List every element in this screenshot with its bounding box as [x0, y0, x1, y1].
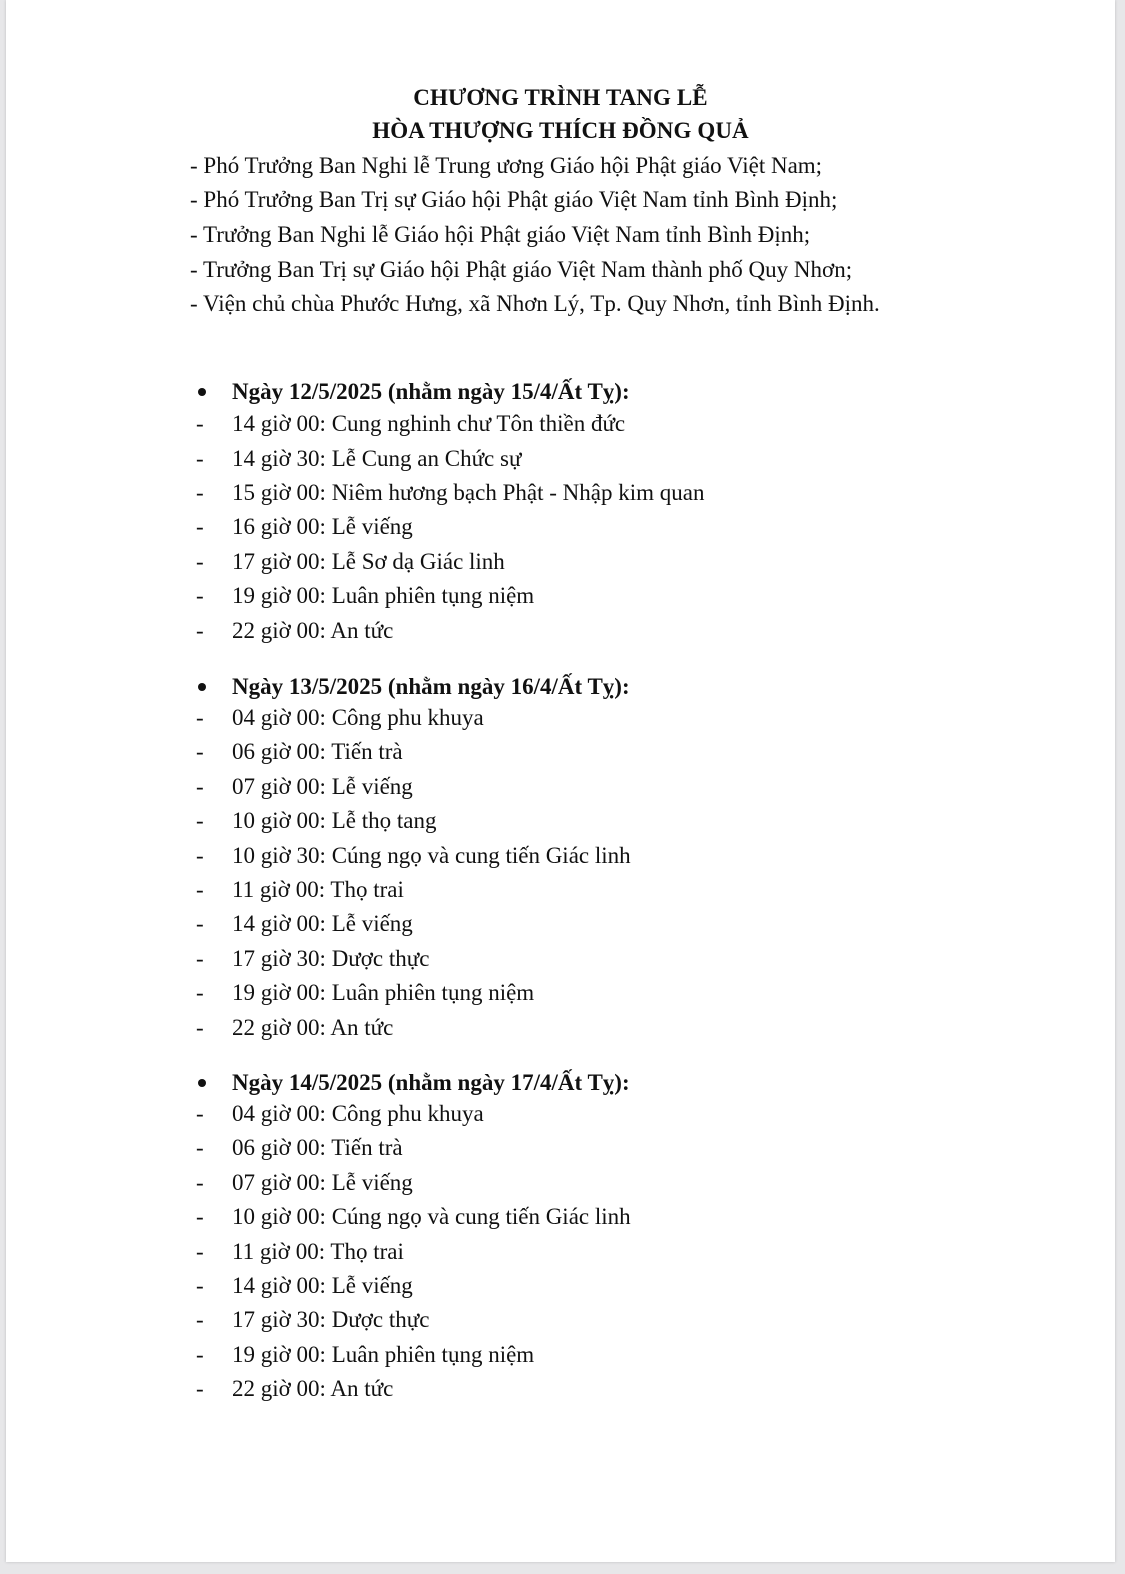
schedule-item-text: 14 giờ 00: Lễ viếng	[232, 1273, 413, 1298]
day-heading-text: Ngày 14/5/2025 (nhằm ngày 17/4/Ất Tỵ):	[232, 1070, 630, 1095]
schedule-item-text: 22 giờ 00: An tức	[232, 1015, 394, 1040]
schedule-item-text: 06 giờ 00: Tiến trà	[232, 739, 403, 764]
role-line: - Viện chủ chùa Phước Hưng, xã Nhơn Lý, Tp. Quy Nhơn, tỉnh Bình Định.	[190, 291, 880, 316]
schedule-item-text: 15 giờ 00: Niêm hương bạch Phật - Nhập kim quan	[232, 480, 705, 505]
schedule-item	[196, 704, 484, 732]
dash-marker: -	[196, 411, 204, 436]
bullet-icon	[198, 388, 206, 396]
schedule-item	[196, 807, 437, 835]
dash-marker: -	[196, 1376, 204, 1401]
schedule-item	[196, 910, 413, 938]
schedule-item-text: 17 giờ 30: Dược thực	[232, 1307, 430, 1332]
schedule-item	[196, 1100, 484, 1128]
schedule-item	[196, 513, 413, 541]
dash-marker: -	[196, 1307, 204, 1332]
dash-marker: -	[196, 446, 204, 471]
dash-marker: -	[196, 705, 204, 730]
schedule-item-text: 22 giờ 00: An tức	[232, 1376, 394, 1401]
dash-marker: -	[196, 1101, 204, 1126]
schedule-item	[196, 582, 535, 610]
document-page	[6, 0, 1115, 1562]
day-heading-text: Ngày 13/5/2025 (nhằm ngày 16/4/Ất Tỵ):	[232, 674, 630, 699]
schedule-item	[196, 1203, 631, 1231]
role-line: - Trưởng Ban Trị sự Giáo hội Phật giáo Việt Nam thành phố Quy Nhơn;	[190, 257, 853, 282]
schedule-item-text: 22 giờ 00: An tức	[232, 618, 394, 643]
schedule-item-text: 17 giờ 30: Dược thực	[232, 946, 430, 971]
dash-marker: -	[196, 1273, 204, 1298]
role-line: - Phó Trưởng Ban Trị sự Giáo hội Phật giáo Việt Nam tỉnh Bình Định;	[190, 187, 838, 212]
schedule-item-text: 19 giờ 00: Luân phiên tụng niệm	[232, 1342, 535, 1367]
schedule-item	[196, 410, 626, 438]
schedule-item	[196, 617, 394, 645]
schedule-item-text: 10 giờ 00: Lễ thọ tang	[232, 808, 437, 833]
schedule-item-text: 07 giờ 00: Lễ viếng	[232, 774, 413, 799]
schedule-item	[196, 1272, 413, 1300]
schedule-item-text: 06 giờ 00: Tiến trà	[232, 1135, 403, 1160]
document-title-line-1: CHƯƠNG TRÌNH TANG LỄ	[413, 85, 708, 110]
schedule-item	[196, 548, 505, 576]
schedule-item	[196, 1306, 430, 1334]
bullet-icon	[198, 683, 206, 691]
dash-marker: -	[196, 739, 204, 764]
dash-marker: -	[196, 946, 204, 971]
dash-marker: -	[196, 1135, 204, 1160]
dash-marker: -	[196, 980, 204, 1005]
schedule-item	[196, 945, 430, 973]
role-line: - Phó Trưởng Ban Nghi lễ Trung ương Giáo hội Phật giáo Việt Nam;	[190, 153, 823, 178]
dash-marker: -	[196, 480, 204, 505]
schedule-item	[196, 1169, 413, 1197]
schedule-item-text: 14 giờ 30: Lễ Cung an Chức sự	[232, 446, 522, 471]
dash-marker: -	[196, 514, 204, 539]
schedule-item	[196, 479, 705, 507]
schedule-item-text: 10 giờ 00: Cúng ngọ và cung tiến Giác linh	[232, 1204, 631, 1229]
schedule-item	[196, 773, 413, 801]
schedule-item	[196, 1014, 394, 1042]
dash-marker: -	[196, 877, 204, 902]
schedule-item-text: 19 giờ 00: Luân phiên tụng niệm	[232, 583, 535, 608]
day-heading	[232, 1069, 630, 1097]
role-line: - Trưởng Ban Nghi lễ Giáo hội Phật giáo Việt Nam tỉnh Bình Định;	[190, 222, 811, 247]
dash-marker: -	[196, 774, 204, 799]
schedule-item	[196, 445, 522, 473]
schedule-item-text: 14 giờ 00: Cung nghinh chư Tôn thiền đức	[232, 411, 626, 436]
dash-marker: -	[196, 583, 204, 608]
dash-marker: -	[196, 549, 204, 574]
dash-marker: -	[196, 618, 204, 643]
day-heading	[232, 378, 630, 406]
day-heading-text: Ngày 12/5/2025 (nhằm ngày 15/4/Ất Tỵ):	[232, 379, 630, 404]
schedule-item	[196, 1238, 404, 1266]
day-heading	[232, 673, 630, 701]
schedule-item-text: 16 giờ 00: Lễ viếng	[232, 514, 413, 539]
document-title-line-2: HÒA THƯỢNG THÍCH ĐỒNG QUẢ	[372, 118, 749, 143]
schedule-item-text: 04 giờ 00: Công phu khuya	[232, 705, 484, 730]
schedule-item-text: 19 giờ 00: Luân phiên tụng niệm	[232, 980, 535, 1005]
dash-marker: -	[196, 1239, 204, 1264]
schedule-item	[196, 738, 403, 766]
bullet-icon	[198, 1079, 206, 1087]
dash-marker: -	[196, 808, 204, 833]
schedule-item	[196, 979, 535, 1007]
dash-marker: -	[196, 1342, 204, 1367]
dash-marker: -	[196, 911, 204, 936]
schedule-item-text: 17 giờ 00: Lễ Sơ dạ Giác linh	[232, 549, 505, 574]
dash-marker: -	[196, 1015, 204, 1040]
dash-marker: -	[196, 1204, 204, 1229]
dash-marker: -	[196, 843, 204, 868]
schedule-item-text: 11 giờ 00: Thọ trai	[232, 1239, 404, 1264]
schedule-item-text: 14 giờ 00: Lễ viếng	[232, 911, 413, 936]
schedule-item	[196, 1134, 403, 1162]
schedule-item	[196, 1341, 535, 1369]
schedule-item-text: 04 giờ 00: Công phu khuya	[232, 1101, 484, 1126]
schedule-item	[196, 1375, 394, 1403]
dash-marker: -	[196, 1170, 204, 1195]
schedule-item	[196, 876, 404, 904]
schedule-item-text: 11 giờ 00: Thọ trai	[232, 877, 404, 902]
schedule-item-text: 10 giờ 30: Cúng ngọ và cung tiến Giác linh	[232, 843, 631, 868]
schedule-item-text: 07 giờ 00: Lễ viếng	[232, 1170, 413, 1195]
schedule-item	[196, 842, 631, 870]
